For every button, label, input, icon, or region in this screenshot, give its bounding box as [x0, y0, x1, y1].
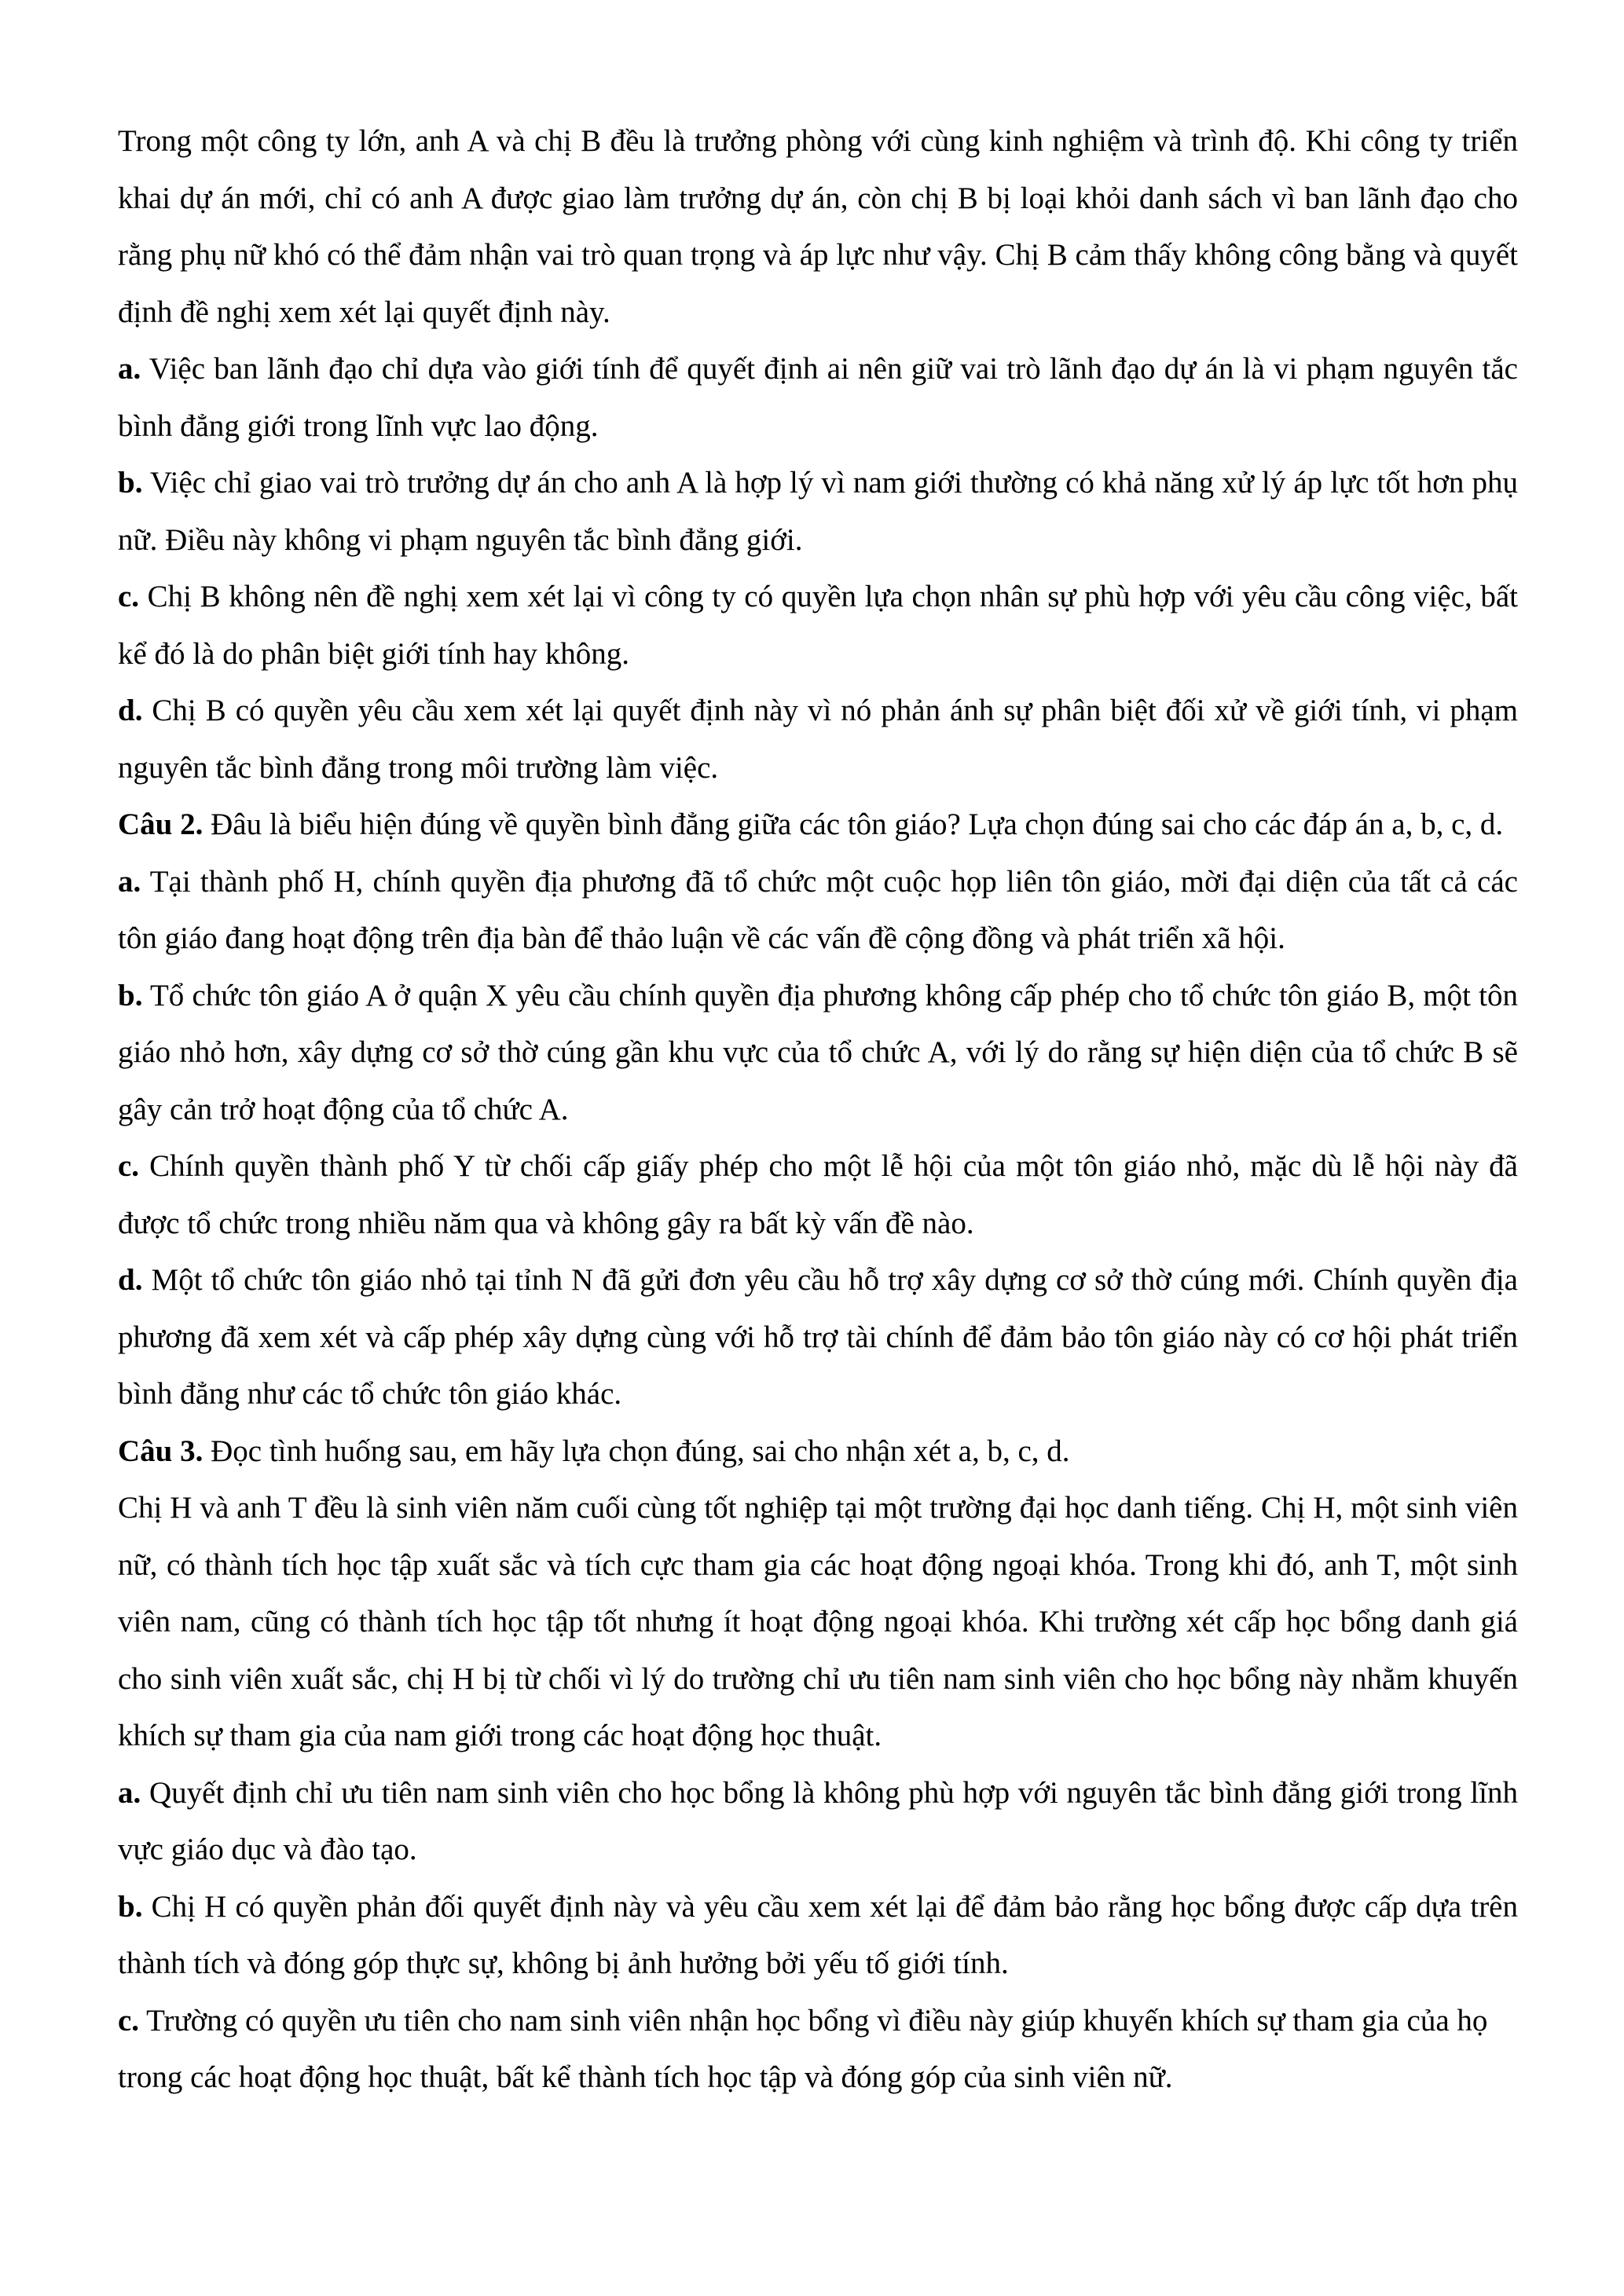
q2-option-b: [118, 968, 1518, 1139]
option-text: Chị H có quyền phản đối quyết định này và yêu cầu xem xét lại để đảm bảo rằng học bổng được cấp dựa trên thành tích và đóng góp thực sự, không bị ảnh hưởng bởi yếu tố giới tính.: [118, 1889, 1518, 1980]
option-label: b.: [118, 978, 143, 1013]
question-label: Câu 3.: [118, 1434, 203, 1468]
option-label: b.: [118, 466, 143, 500]
q2-option-c: [118, 1138, 1518, 1252]
question-3: [118, 1423, 1518, 1481]
option-label: d.: [118, 1263, 143, 1297]
option-text: Việc chỉ giao vai trò trưởng dự án cho anh A là hợp lý vì nam giới thường có khả năng xử lý áp lực tốt hơn phụ nữ. Điều này không vi phạm nguyên tắc bình đẳng giới.: [118, 466, 1518, 557]
option-text: Chị B không nên đề nghị xem xét lại vì công ty có quyền lựa chọn nhân sự phù hợp với yêu cầu công việc, bất kể đó là do phân biệt giới tính hay không.: [118, 580, 1518, 671]
q3-option-b: [118, 1879, 1518, 1993]
question-text: Đọc tình huống sau, em hãy lựa chọn đúng, sai cho nhận xét a, b, c, d.: [203, 1434, 1070, 1468]
option-text: Tại thành phố H, chính quyền địa phương đã tổ chức một cuộc họp liên tôn giáo, mời đại diện của tất cả các tôn giáo đang hoạt động trên địa bàn để thảo luận về các vấn đề cộng đồng và phát triển xã hội.: [118, 864, 1518, 955]
option-text: Việc ban lãnh đạo chỉ dựa vào giới tính để quyết định ai nên giữ vai trò lãnh đạo dự án là vi phạm nguyên tắc bình đẳng giới trong lĩnh vực lao động.: [118, 352, 1518, 443]
option-text: Trường có quyền ưu tiên cho nam sinh viên nhận học bổng vì điều này giúp khuyến khích sự tham gia của họ trong các hoạt động học thuật, bất kể thành tích học tập và đóng góp của sinh viên nữ.: [118, 2003, 1488, 2094]
q1-option-b: [118, 455, 1518, 569]
option-text: Quyết định chỉ ưu tiên nam sinh viên cho học bổng là không phù hợp với nguyên tắc bình đẳng giới trong lĩnh vực giáo dục và đào tạo.: [118, 1775, 1518, 1866]
q3-option-a: [118, 1765, 1518, 1879]
q1-option-a: [118, 341, 1518, 455]
intro-text: Trong một công ty lớn, anh A và chị B đều là trưởng phòng với cùng kinh nghiệm và trình độ. Khi công ty triển khai dự án mới, chỉ có anh A được giao làm trưởng dự án, còn chị B bị loại khỏi danh sách vì ban lãnh đạo cho rằng phụ nữ khó có thể đảm nhận vai trò quan trọng và áp lực như vậy. Chị B cảm thấy không công bằng và quyết định đề nghị xem xét lại quyết định này.: [118, 124, 1518, 329]
question-text: Đâu là biểu hiện đúng về quyền bình đẳng giữa các tôn giáo? Lựa chọn đúng sai cho các đáp án a, b, c, d.: [203, 807, 1504, 841]
q2-option-a: [118, 854, 1518, 968]
option-label: a.: [118, 352, 141, 386]
scenario-text: Chị H và anh T đều là sinh viên năm cuối cùng tốt nghiệp tại một trường đại học danh tiếng. Chị H, một sinh viên nữ, có thành tích học tập xuất sắc và tích cực tham gia các hoạt động ngoại khóa. Trong khi đó, anh T, một sinh viên nam, cũng có thành tích học tập tốt nhưng ít hoạt động ngoại khóa. Khi trường xét cấp học bổng danh giá cho sinh viên xuất sắc, chị H bị từ chối vì lý do trường chỉ ưu tiên nam sinh viên cho học bổng này nhằm khuyến khích sự tham gia của nam giới trong các hoạt động học thuật.: [118, 1491, 1518, 1752]
option-text: Chị B có quyền yêu cầu xem xét lại quyết định này vì nó phản ánh sự phân biệt đối xử về giới tính, vi phạm nguyên tắc bình đẳng trong môi trường làm việc.: [118, 694, 1518, 785]
option-label: d.: [118, 694, 143, 727]
option-label: c.: [118, 580, 140, 613]
option-label: c.: [118, 2003, 140, 2038]
q3-option-c: [118, 1993, 1518, 2107]
q2-option-d: [118, 1252, 1518, 1423]
q1-option-c: [118, 569, 1518, 683]
question-2: [118, 796, 1518, 854]
option-text: Tổ chức tôn giáo A ở quận X yêu cầu chính quyền địa phương không cấp phép cho tổ chức tôn giáo B, một tôn giáo nhỏ hơn, xây dựng cơ sở thờ cúng gần khu vực của tổ chức A, với lý do rằng sự hiện diện của tổ chức B sẽ gây cản trở hoạt động của tổ chức A.: [118, 978, 1518, 1126]
document-page: [118, 113, 1518, 2107]
option-text: Chính quyền thành phố Y từ chối cấp giấy phép cho một lễ hội của một tôn giáo nhỏ, mặc dù lễ hội này đã được tổ chức trong nhiều năm qua và không gây ra bất kỳ vấn đề nào.: [118, 1149, 1518, 1240]
intro-paragraph: [118, 113, 1518, 341]
option-label: a.: [118, 864, 141, 899]
q1-option-d: [118, 683, 1518, 796]
question-label: Câu 2.: [118, 807, 203, 841]
option-text: Một tổ chức tôn giáo nhỏ tại tỉnh N đã gửi đơn yêu cầu hỗ trợ xây dựng cơ sở thờ cúng mới. Chính quyền địa phương đã xem xét và cấp phép xây dựng cùng với hỗ trợ tài chính để đảm bảo tôn giáo này có cơ hội phát triển bình đẳng như các tổ chức tôn giáo khác.: [118, 1263, 1518, 1411]
option-label: a.: [118, 1775, 141, 1810]
option-label: b.: [118, 1889, 143, 1924]
q3-scenario-paragraph: [118, 1480, 1518, 1765]
option-label: c.: [118, 1149, 140, 1183]
